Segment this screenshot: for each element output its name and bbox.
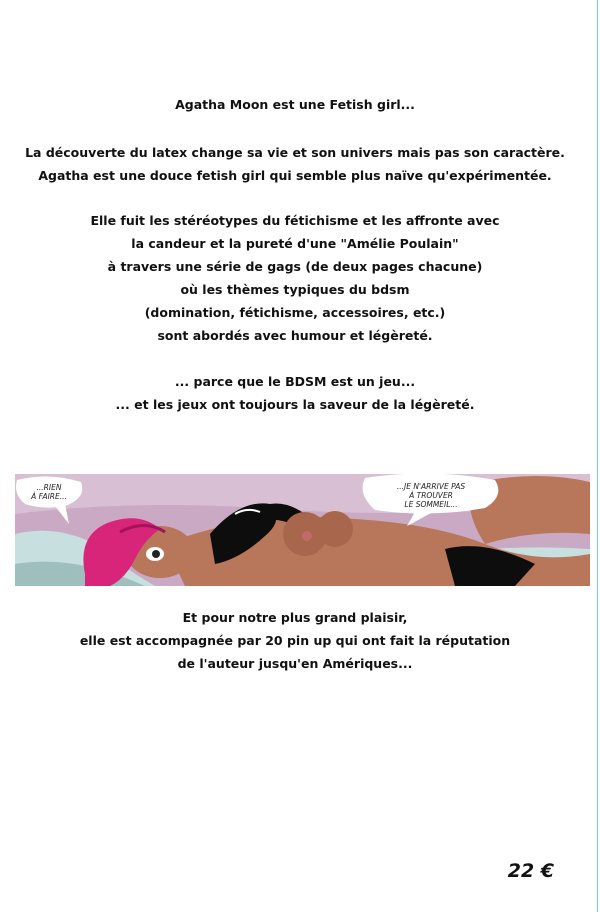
text-line: Et pour notre plus grand plaisir, <box>182 610 408 625</box>
text-line: de l'auteur jusqu'en Amériques... <box>177 656 413 671</box>
page-edge-line <box>597 0 598 912</box>
text-line: Elle fuit les stéréotypes du fétichisme et les affronte avec <box>90 213 500 228</box>
text-line: sont abordés avec humour et légèreté. <box>157 328 433 343</box>
text-line: Agatha est une douce fetish girl qui semble plus naïve qu'expérimentée. <box>38 168 552 183</box>
bubble-line: LE SOMMEIL... <box>404 500 458 509</box>
bubble-line: À TROUVER <box>409 491 453 500</box>
intro-paragraph-1 <box>0 141 590 187</box>
intro-paragraph-2 <box>0 209 590 347</box>
bubble-line: ...JE N'ARRIVE PAS <box>396 482 466 491</box>
text-line: elle est accompagnée par 20 pin up qui ont fait la réputation <box>79 633 511 648</box>
outro-paragraph <box>0 606 590 675</box>
text-line: à travers une série de gags (de deux pages chacune) <box>107 259 483 274</box>
text-line: (domination, fétichisme, accessoires, etc.) <box>144 305 446 320</box>
bubble-line: ...RIEN <box>36 483 62 492</box>
intro-title-line: Agatha Moon est une Fetish girl... <box>175 97 415 112</box>
comic-panel <box>15 474 590 586</box>
text-line: ... et les jeux ont toujours la saveur de la légèreté. <box>115 397 475 412</box>
comic-illustration <box>15 474 590 586</box>
text-line: où les thèmes typiques du bdsm <box>180 282 410 297</box>
text-line: La découverte du latex change sa vie et son univers mais pas son caractère. <box>25 145 565 160</box>
speech-bubble-left <box>19 483 79 501</box>
intro-paragraph-3 <box>0 370 590 416</box>
speech-bubble-right <box>365 482 497 509</box>
price-label: 22 € <box>507 860 554 882</box>
bubble-line: À FAIRE... <box>31 492 67 501</box>
text-line: ... parce que le BDSM est un jeu... <box>174 374 416 389</box>
intro-title <box>0 93 590 116</box>
text-line: la candeur et la pureté d'une "Amélie Poulain" <box>131 236 459 251</box>
